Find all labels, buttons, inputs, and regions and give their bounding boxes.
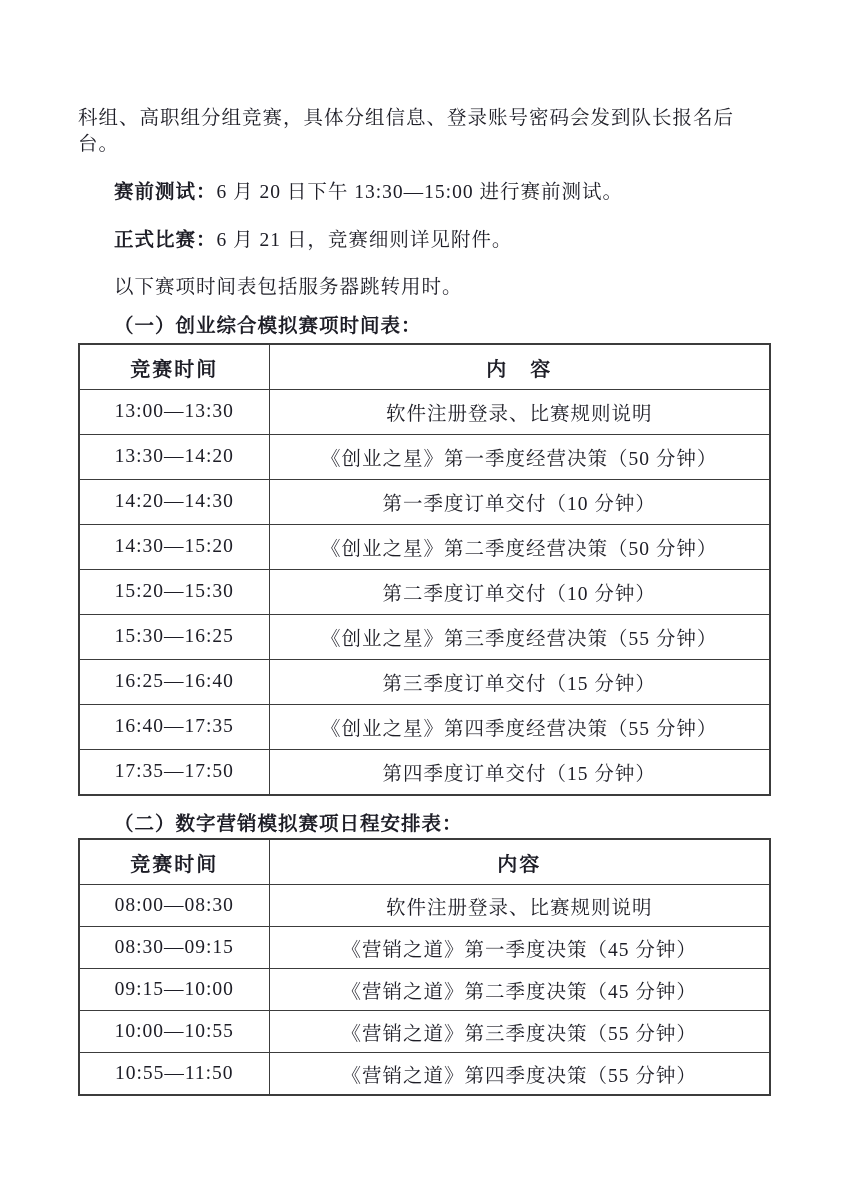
pretest-paragraph [78,180,771,206]
time-cell: 14:20—14:30 [79,480,269,525]
time-column-header: 竞赛时间 [79,839,269,885]
table-row [79,927,770,969]
time-cell: 10:00—10:55 [79,1011,269,1053]
table-header-row [79,344,770,390]
content-cell: 软件注册登录、比赛规则说明 [269,390,770,435]
section-1-heading: （一）创业综合模拟赛项时间表： [114,316,422,337]
content-cell: 《营销之道》第三季度决策（55 分钟） [269,1011,770,1053]
content-cell: 第三季度订单交付（15 分钟） [269,660,770,705]
content-cell: 《创业之星》第三季度经营决策（55 分钟） [269,615,770,660]
table-row [79,750,770,796]
formal-match-label: 正式比赛： [114,230,217,251]
formal-match-text: 6 月 21 日，竞赛细则详见附件。 [216,230,513,251]
entrepreneurship-schedule-table [78,343,771,796]
time-cell: 15:30—16:25 [79,615,269,660]
time-cell: 15:20—15:30 [79,570,269,615]
time-cell: 13:30—14:20 [79,435,269,480]
time-cell: 16:40—17:35 [79,705,269,750]
content-cell: 《营销之道》第一季度决策（45 分钟） [269,927,770,969]
table-header-row [79,839,770,885]
content-cell: 《营销之道》第四季度决策（55 分钟） [269,1053,770,1096]
pretest-label: 赛前测试： [114,182,217,203]
intro-paragraph: 科组、高职组分组竞赛，具体分组信息、登录账号密码会发到队长报名后台。 [78,108,735,155]
time-column-header: 竞赛时间 [79,344,269,390]
table-row [79,480,770,525]
content-cell: 第二季度订单交付（10 分钟） [269,570,770,615]
time-cell: 14:30—15:20 [79,525,269,570]
time-cell: 08:00—08:30 [79,885,269,927]
time-cell: 10:55—11:50 [79,1053,269,1096]
time-cell: 09:15—10:00 [79,969,269,1011]
content-cell: 《创业之星》第四季度经营决策（55 分钟） [269,705,770,750]
content-cell: 软件注册登录、比赛规则说明 [269,885,770,927]
content-cell: 《营销之道》第二季度决策（45 分钟） [269,969,770,1011]
server-note: 以下赛项时间表包括服务器跳转用时。 [114,277,463,298]
time-cell: 17:35—17:50 [79,750,269,796]
table-row [79,390,770,435]
time-cell: 08:30—09:15 [79,927,269,969]
time-cell: 13:00—13:30 [79,390,269,435]
pretest-text: 6 月 20 日下午 13:30—15:00 进行赛前测试。 [216,182,623,203]
content-cell: 第四季度订单交付（15 分钟） [269,750,770,796]
table-row [79,525,770,570]
table-row [79,615,770,660]
table-row [79,660,770,705]
table-row [79,435,770,480]
table-header-row-group [79,344,770,390]
table-row [79,570,770,615]
time-cell: 16:25—16:40 [79,660,269,705]
table-row [79,969,770,1011]
content-column-header: 内 容 [269,344,770,390]
table-row [79,1011,770,1053]
content-column-header: 内容 [269,839,770,885]
table-row [79,885,770,927]
content-cell: 《创业之星》第二季度经营决策（50 分钟） [269,525,770,570]
digital-marketing-schedule-table [78,838,771,1096]
content-cell: 《创业之星》第一季度经营决策（50 分钟） [269,435,770,480]
formal-match-paragraph [78,228,771,254]
table-row [79,1053,770,1096]
section-2-heading: （二）数字营销模拟赛项日程安排表： [114,814,463,835]
content-cell: 第一季度订单交付（10 分钟） [269,480,770,525]
table-header-row-group [79,839,770,885]
table-row [79,705,770,750]
